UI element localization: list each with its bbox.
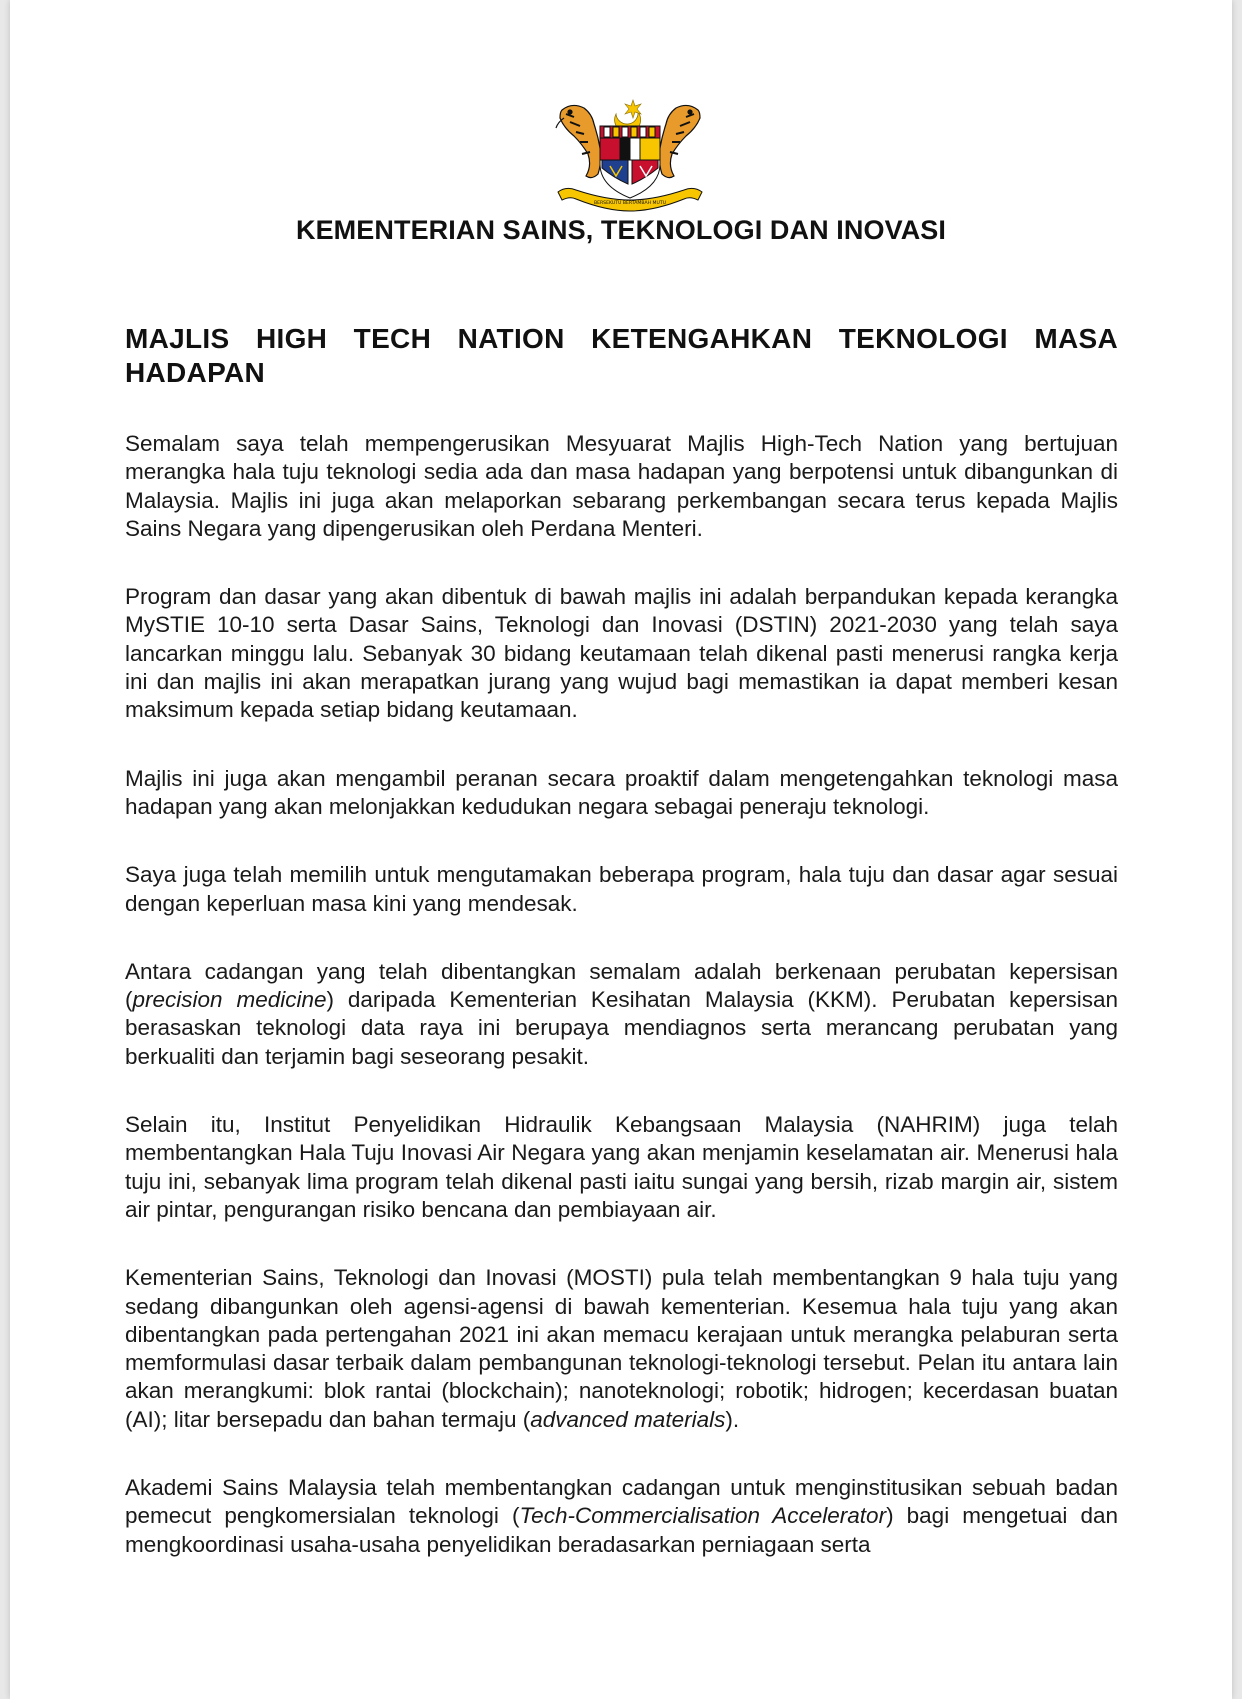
paragraph-5-italic: precision medicine [132,987,327,1013]
paragraph-4: Saya juga telah memilih untuk mengutamakan beberapa program, hala tuju dan dasar agar sesuai dengan keperluan masa kini yang mendesak. [125,862,1118,916]
paragraph-5-text-a: Antara cadangan yang telah dibentangkan semalam adalah berkenaan perubatan kepersisan ( [125,958,1118,1013]
right-tiger [659,105,700,177]
press-release-body [125,430,1118,1559]
ministry-title: KEMENTERIAN SAINS, TEKNOLOGI DAN INOVASI [295,215,947,245]
paragraph-1: Semalam saya telah mempengerusikan Mesyuarat Majlis High-Tech Nation yang bertujuan merangka hala tuju teknologi sedia ada dan masa hadapan yang berpotensi untuk dibangunkan di Malaysia. Majlis ini juga akan melaporkan sebarang perkembangan secara terus kepada Majlis Sains Negara yang dipengerusikan oleh Perdana Menteri. [125,431,1118,541]
paragraph-7 [125,1264,1118,1434]
headline: MAJLIS HIGH TECH NATION KETENGAHKAN TEKNOLOGI MASA HADAPAN [125,323,1118,388]
paragraph-8-text-a: Akademi Sains Malaysia telah membentangkan cadangan untuk menginstitusikan sebuah badan pemecut pengkomersialan teknologi ( [125,1475,1118,1529]
paragraph-8-italic: Tech-Commercialisation Accelerator [519,1503,887,1529]
left-tiger [556,105,601,177]
paragraph-8 [125,1474,1118,1559]
malaysia-coat-of-arms-icon [550,96,710,212]
paragraph-2: Program dan dasar yang akan dibentuk di bawah majlis ini adalah berpandukan kepada kerangka MySTIE 10-10 serta Dasar Sains, Teknologi dan Inovasi (DSTIN) 2021-2030 yang telah saya lancarkan minggu lalu. Sebanyak 30 bidang keutamaan telah dikenal pasti menerusi rangka kerja ini dan majlis ini akan merapatkan jurang yang wujud bagi memastikan ia dapat memberi kesan maksimum kepada setiap bidang keutamaan. [125,584,1118,723]
paragraph-6: Selain itu, Institut Penyelidikan Hidraulik Kebangsaan Malaysia (NAHRIM) juga telah membentangkan Hala Tuju Inovasi Air Negara yang akan menjamin keselamatan air. Menerusi hala tuju ini, sebanyak lima program telah dikenal pasti iaitu sungai yang bersih, rizab margin air, sistem air pintar, pengurangan risiko bencana dan pembiayaan air. [125,1112,1118,1222]
paragraph-3: Majlis ini juga akan mengambil peranan secara proaktif dalam mengetengahkan teknologi masa hadapan yang akan melonjakkan kedudukan negara sebagai peneraju teknologi. [125,765,1118,819]
svg-text:BERSEKUTU BERTAMBAH MUTU: BERSEKUTU BERTAMBAH MUTU [593,201,667,206]
paragraph-7-italic: advanced materials [530,1406,726,1432]
shield [600,126,660,198]
paragraph-7-text-a: Kementerian Sains, Teknologi dan Inovasi (MOSTI) pula telah membentangkan 9 hala tuju yang sedang dibangunkan oleh agensi-agensi di bawah kementerian. Kesemua hala tuju yang akan dibentangkan pada pertengahan 2021 ini akan memacu kerajaan untuk merangka pelaburan serta memformulasi dasar terbaik dalam pembangunan teknologi-teknologi tersebut. Pelan itu antara lain akan merangkumi: blok rantai (blockchain); nanoteknologi; robotik; hidrogen; kecerdasan buatan (AI); litar bersepadu dan bahan termaju ( [125,1265,1118,1432]
paragraph-7-text-b: ). [725,1406,740,1432]
paragraph-8-text-b: ) bagi mengetuai dan mengkoordinasi usaha-usaha penyelidikan beradasarkan perniagaan serta [125,1503,1118,1557]
document-page [10,0,1232,1699]
paragraph-5 [125,958,1118,1071]
paragraph-5-text-b: ) daripada Kementerian Kesihatan Malaysia (KKM). Perubatan kepersisan berasaskan teknologi data raya ini berupaya mendiagnos serta merancang perubatan yang berkualiti dan terjamin bagi seseorang pesakit. [125,987,1118,1069]
